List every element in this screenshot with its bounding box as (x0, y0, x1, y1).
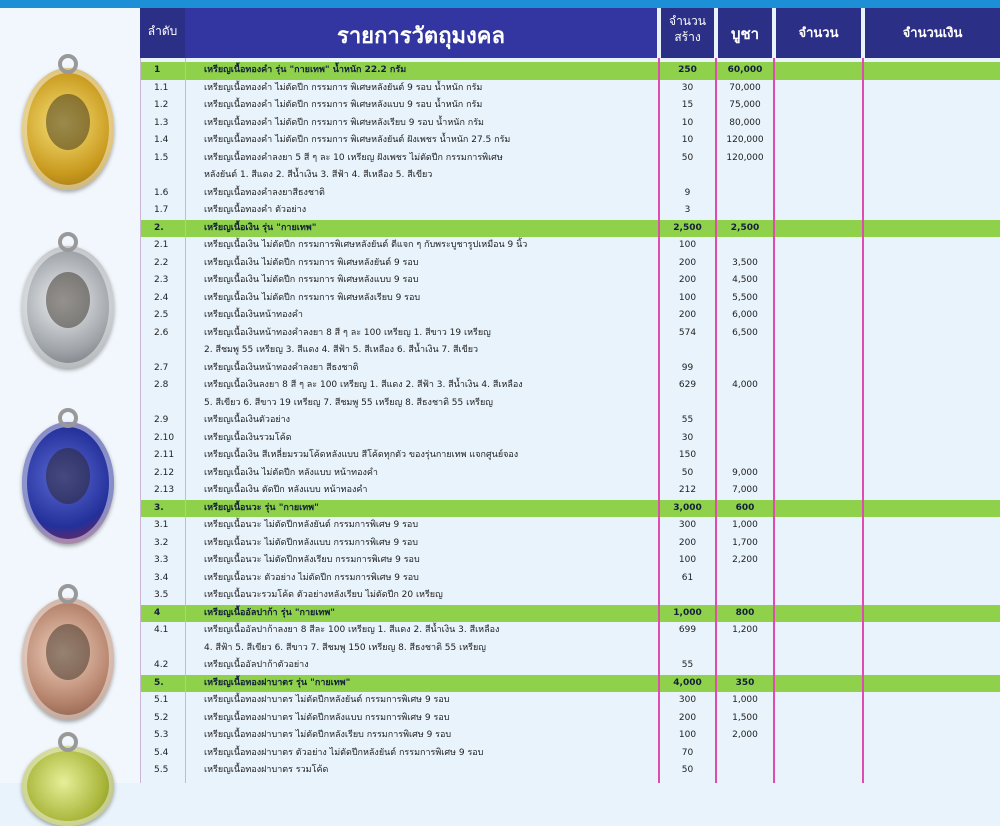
table-row (140, 622, 1000, 640)
seq-cell: 2.6 (154, 327, 169, 338)
built-count: 629 (678, 380, 697, 390)
seq-cell: 1.5 (154, 152, 169, 163)
item-description: เหรียญเนื้อทองคำ ตัวอย่าง (204, 205, 307, 215)
alpaca-medal-image (22, 598, 114, 720)
seq-cell: 1.7 (154, 205, 169, 215)
price-cell: 60,000 (727, 65, 763, 75)
column-divider (185, 58, 186, 783)
table-row (140, 290, 1000, 308)
item-description: เหรียญเนื้อนวะ ไม่ตัดปีกหลังเรียบ กรรมการพิเศษ 9 รอบ (204, 555, 420, 565)
item-description: เหรียญเนื้อทองฝาบาตร รวมโค้ด (204, 765, 329, 775)
item-description: เหรียญเนื้อทองฝาบาตร ไม่ตัดปีกหลังแบบ กรรมการพิเศษ 9 รอบ (204, 712, 450, 723)
seq-cell: 2.2 (154, 257, 169, 268)
price-cell: 80,000 (729, 117, 761, 128)
built-count: 100 (678, 292, 697, 303)
table-row (140, 97, 1000, 115)
table-row (140, 430, 1000, 448)
price-cell: 5,500 (732, 292, 758, 303)
header-price: บูชา (718, 8, 772, 58)
top-banner-strip (0, 0, 1000, 8)
seq-cell: 1.6 (154, 187, 169, 198)
seq-cell: 3. (154, 502, 164, 513)
seq-cell: 3.4 (154, 572, 169, 583)
built-count: 200 (678, 537, 697, 548)
table-row (140, 377, 1000, 395)
item-description: เหรียญเนื้อเงิน ตัดปีก หลังแบบ หน้าทองคำ (204, 485, 368, 495)
seq-cell: 4.1 (154, 625, 169, 635)
column-divider (715, 58, 717, 783)
group-header-row (140, 220, 1000, 238)
built-count: 574 (678, 327, 697, 338)
price-cell: 120,000 (726, 152, 764, 163)
built-count: 50 (681, 467, 694, 478)
seq-cell: 2.4 (154, 292, 169, 303)
table-row (140, 587, 1000, 605)
item-description: เหรียญเนื้อทองคำ ไม่ตัดปีก กรรมการ พิเศษหลังแบบ 9 รอบ น้ำหนัก กรัม (204, 100, 483, 110)
seq-cell: 2.12 (154, 467, 175, 478)
item-description: เหรียญเนื้อเงินหน้าทองคำลงยา 8 สี ๆ ละ 100 เหรียญ 1. สีขาว 19 เหรียญ (204, 327, 491, 338)
price-cell: 600 (735, 502, 755, 513)
built-count: 100 (678, 555, 697, 565)
seq-cell: 4 (154, 607, 161, 618)
built-count: 55 (681, 415, 694, 425)
item-description: เหรียญเนื้อทองคำลงยา 5 สี ๆ ละ 10 เหรียญ ฝังเพชร ไม่ตัดปีก กรรมการพิเศษ (204, 152, 503, 163)
table-row (140, 465, 1000, 483)
seq-cell: 1.1 (154, 82, 169, 93)
item-description: เหรียญเนื้อทองคำ ไม่ตัดปีก กรรมการ พิเศษหลังยันต์ ฝังเพชร น้ำหนัก 27.5 กรัม (204, 135, 511, 145)
table-row (140, 745, 1000, 763)
seq-cell: 3.1 (154, 520, 169, 530)
item-description: เหรียญเนื้อทองฝาบาตร ตัวอย่าง ไม่ตัดปีกหลังยันต์ กรรมการพิเศษ 9 รอบ (204, 747, 484, 758)
price-cell: 1,500 (732, 712, 758, 723)
seq-cell: 2.11 (154, 450, 175, 460)
built-count: 212 (678, 485, 697, 495)
seq-cell: 1.4 (154, 135, 169, 145)
price-cell: 3,500 (732, 257, 758, 268)
price-cell: 800 (735, 607, 755, 618)
item-description: เหรียญเนื้อเงินหน้าทองคำ (204, 310, 303, 320)
table-row (140, 710, 1000, 728)
built-count: 100 (678, 240, 697, 250)
group-header-row (140, 675, 1000, 693)
item-description: เหรียญเนื้อทองคำลงยาสีธงชาติ (204, 187, 325, 198)
built-count: 55 (681, 660, 694, 670)
table-row (140, 395, 1000, 413)
seq-cell: 3.5 (154, 590, 169, 600)
seq-cell: 4.2 (154, 660, 169, 670)
item-description: เหรียญเนื้อเงิน สีเหลี่ยมรวมโค้ดหลังแบบ สีโค้ดทุกตัว ของรุ่นกายเทพ แจกศูนย์จอง (204, 450, 519, 460)
item-description: เหรียญเนื้อทองคำ รุ่น "กายเทพ" น้ำหนัก 22.2 กรัม (204, 65, 407, 75)
price-cell: 4,500 (732, 275, 758, 285)
price-cell: 6,000 (732, 310, 758, 320)
seq-cell: 5.3 (154, 730, 169, 740)
table-row (140, 640, 1000, 658)
built-count: 1,000 (673, 607, 702, 618)
table-row (140, 132, 1000, 150)
built-count: 200 (678, 257, 697, 268)
built-count: 15 (681, 100, 694, 110)
item-description: เหรียญเนื้อเงินลงยา 8 สี ๆ ละ 100 เหรียญ 1. สีแดง 2. สีฟ้า 3. สีน้ำเงิน 4. สีเหลือง (204, 380, 523, 390)
item-description: เหรียญเนื้อนวะ ตัวอย่าง ไม่ตัดปีก กรรมการพิเศษ 9 รอบ (204, 572, 419, 583)
item-description: เหรียญเนื้อเงิน ไม่ตัดปีก กรรมการ พิเศษหลังยันต์ 9 รอบ (204, 257, 419, 268)
seq-cell: 1.3 (154, 117, 169, 128)
built-count: 200 (678, 275, 697, 285)
item-description: เหรียญเนื้อเงิน รุ่น "กายเทพ" (204, 222, 317, 233)
item-description: เหรียญเนื้อเงิน ไม่ตัดปีก กรรมการ พิเศษหลังเรียบ 9 รอบ (204, 292, 421, 303)
table-row (140, 80, 1000, 98)
item-description: เหรียญเนื้อทองฝาบาตร ไม่ตัดปีกหลังยันต์ กรรมการพิเศษ 9 รอบ (204, 695, 450, 705)
seq-cell: 2.5 (154, 310, 169, 320)
table-row (140, 360, 1000, 378)
built-count: 3,000 (673, 502, 702, 513)
price-cell: 9,000 (732, 467, 758, 478)
item-description: เหรียญเนื้อทองคำ ไม่ตัดปีก กรรมการ พิเศษหลังยันต์ 9 รอบ น้ำหนัก กรัม (204, 82, 483, 93)
price-cell: 70,000 (729, 82, 761, 93)
price-cell: 1,200 (732, 625, 758, 635)
table-row (140, 115, 1000, 133)
table-row (140, 150, 1000, 168)
seq-cell: 5.2 (154, 712, 169, 723)
column-divider (862, 58, 864, 783)
item-description: 2. สีชมพู 55 เหรียญ 3. สีแดง 4. สีฟ้า 5. สีเหลือง 6. สีน้ำเงิน 7. สีเขียว (204, 345, 479, 355)
price-cell: 7,000 (732, 485, 758, 495)
medal-images-column (0, 8, 140, 783)
price-cell: 2,500 (730, 222, 760, 233)
table-row (140, 167, 1000, 185)
built-count: 3 (684, 205, 691, 215)
gold-medal-image (22, 68, 114, 190)
item-description: เหรียญเนื้อทองฝาบาตร ไม่ตัดปีกหลังเรียบ กรรมการพิเศษ 9 รอบ (204, 730, 452, 740)
table-row (140, 482, 1000, 500)
table-row (140, 237, 1000, 255)
price-cell: 75,000 (729, 100, 761, 110)
seq-cell: 2.3 (154, 275, 169, 285)
built-count: 699 (678, 625, 697, 635)
table-row (140, 727, 1000, 745)
item-description: เหรียญเนื้ออัลปาก้าลงยา 8 สีละ 100 เหรียญ 1. สีแดง 2. สีน้ำเงิน 3. สีเหลือง (204, 625, 500, 635)
built-count: 30 (681, 432, 694, 443)
built-count: 200 (678, 712, 697, 723)
item-description: เหรียญเนื้อทองคำ ไม่ตัดปีก กรรมการ พิเศษหลังเรียบ 9 รอบ น้ำหนัก กรัม (204, 117, 484, 128)
group-header-row (140, 500, 1000, 518)
price-cell: 1,000 (732, 695, 758, 705)
item-description: เหรียญเนื้ออัลปาก้าตัวอย่าง (204, 660, 309, 670)
table-row (140, 535, 1000, 553)
item-description: เหรียญเนื้อเงินหน้าทองคำลงยา สีธงชาติ (204, 362, 359, 373)
built-count: 30 (681, 82, 694, 93)
table-row (140, 255, 1000, 273)
built-count: 9 (684, 187, 691, 198)
built-count: 300 (678, 695, 697, 705)
table-row (140, 447, 1000, 465)
seq-cell: 3.3 (154, 555, 169, 565)
table-row (140, 692, 1000, 710)
built-count: 4,000 (673, 677, 702, 688)
column-divider (658, 58, 660, 783)
item-description: เหรียญเนื้อเงิน ไม่ตัดปีก กรรมการพิเศษหลังยันต์ ตีแจก ๆ กับพระบูชารูปเหมือน 9 นิ้ว (204, 240, 528, 250)
table-row (140, 342, 1000, 360)
price-cell: 6,500 (732, 327, 758, 338)
price-cell: 120,000 (726, 135, 764, 145)
built-count: 70 (681, 747, 694, 758)
seq-cell: 2.10 (154, 432, 175, 443)
header-item-title: รายการวัตถุมงคล (185, 8, 657, 58)
seq-cell: 2.7 (154, 362, 169, 373)
built-count: 150 (678, 450, 697, 460)
item-description: เหรียญเนื้อเงิน ไม่ตัดปีก กรรมการ พิเศษหลังแบบ 9 รอบ (204, 275, 419, 285)
price-cell: 1,000 (732, 520, 758, 530)
seq-cell: 2.8 (154, 380, 169, 390)
seq-cell: 3.2 (154, 537, 169, 548)
header-amount: จำนวนเงิน (865, 8, 1000, 58)
item-description: เหรียญเนื้อเงิน ไม่ตัดปีก หลังแบบ หน้าทองคำ (204, 467, 378, 478)
built-count: 250 (678, 65, 697, 75)
column-divider (140, 58, 141, 783)
seq-cell: 2.1 (154, 240, 169, 250)
item-description: เหรียญเนื้อทองฝาบาตร รุ่น "กายเทพ" (204, 677, 351, 688)
bronze-medal-image (22, 746, 114, 826)
table-row (140, 552, 1000, 570)
item-description: เหรียญเนื้อนวะ รุ่น "กายเทพ" (204, 502, 319, 513)
group-header-row (140, 605, 1000, 623)
seq-cell: 2.9 (154, 415, 169, 425)
built-count: 10 (681, 135, 694, 145)
seq-cell: 5. (154, 677, 164, 688)
seq-cell: 1 (154, 65, 161, 75)
table-row (140, 412, 1000, 430)
built-count: 100 (678, 730, 697, 740)
seq-cell: 5.5 (154, 765, 169, 775)
built-count: 61 (681, 572, 694, 583)
table-row (140, 307, 1000, 325)
item-description: เหรียญเนื้ออัลปาก้า รุ่น "กายเทพ" (204, 607, 335, 618)
table-row (140, 657, 1000, 675)
table-row (140, 272, 1000, 290)
item-description: เหรียญเนื้อนวะรวมโค้ด ตัวอย่างหลังเรียบ ไม่ตัดปีก 20 เหรียญ (204, 590, 443, 600)
built-count: 200 (678, 310, 697, 320)
table-row (140, 202, 1000, 220)
header-seq: ลำดับ (140, 8, 185, 58)
header-qty: จำนวน (776, 8, 861, 58)
item-description: เหรียญเนื้อเงินรวมโค้ด (204, 432, 292, 443)
item-description: เหรียญเนื้อนวะ ไม่ตัดปีกหลังแบบ กรรมการพิเศษ 9 รอบ (204, 537, 419, 548)
table-row (140, 762, 1000, 780)
blue-enamel-medal-image (22, 422, 114, 544)
price-cell: 350 (735, 677, 755, 688)
table-row (140, 185, 1000, 203)
price-cell: 2,200 (732, 555, 758, 565)
built-count: 300 (678, 520, 697, 530)
item-description: 5. สีเขียว 6. สีขาว 19 เหรียญ 7. สีชมพู 55 เหรียญ 8. สีธงชาติ 55 เหรียญ (204, 397, 493, 408)
built-count: 50 (681, 765, 694, 775)
header-built: จำนวน สร้าง (661, 8, 714, 58)
silver-medal-image (22, 246, 114, 368)
table-row (140, 517, 1000, 535)
built-count: 99 (681, 362, 694, 373)
item-description: เหรียญเนื้อเงินตัวอย่าง (204, 415, 291, 425)
group-header-row (140, 62, 1000, 80)
seq-cell: 1.2 (154, 100, 169, 110)
item-description: 4. สีฟ้า 5. สีเขียว 6. สีขาว 7. สีชมพู 150 เหรียญ 8. สีธงชาติ 55 เหรียญ (204, 642, 486, 653)
seq-cell: 2. (154, 222, 164, 233)
price-cell: 4,000 (732, 380, 758, 390)
price-cell: 1,700 (732, 537, 758, 548)
table-row (140, 325, 1000, 343)
price-cell: 2,000 (732, 730, 758, 740)
built-count: 10 (681, 117, 694, 128)
item-description: หลังยันต์ 1. สีแดง 2. สีน้ำเงิน 3. สีฟ้า 4. สีเหลือง 5. สีเขียว (204, 170, 433, 180)
table-row (140, 570, 1000, 588)
item-description: เหรียญเนื้อนวะ ไม่ตัดปีกหลังยันต์ กรรมการพิเศษ 9 รอบ (204, 520, 419, 530)
seq-cell: 2.13 (154, 485, 175, 495)
built-count: 2,500 (673, 222, 702, 233)
column-divider (773, 58, 775, 783)
seq-cell: 5.1 (154, 695, 169, 705)
seq-cell: 5.4 (154, 747, 169, 758)
built-count: 50 (681, 152, 694, 163)
